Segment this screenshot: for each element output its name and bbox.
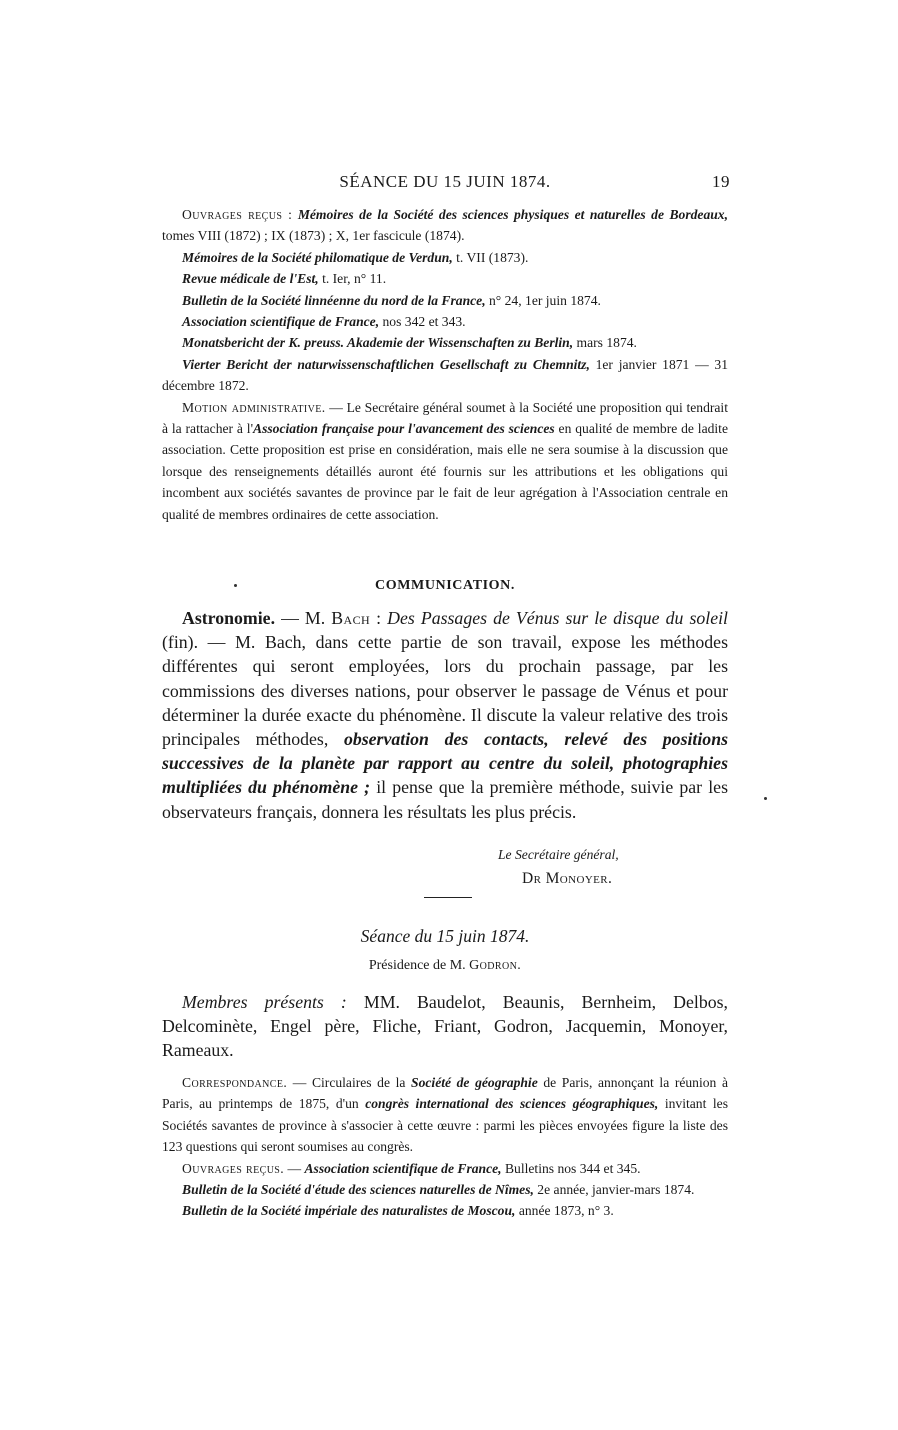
entry-verdun: Mémoires de la Société philomatique de Verdun, t. VII (1873).: [182, 249, 529, 265]
presidence-line: Présidence de M. Godron.: [368, 958, 522, 973]
entry-monatsbericht: Monatsbericht der K. preuss. Akademie der Wissenschaften zu Berlin, mars 1874.: [182, 335, 637, 351]
ink-speck: [234, 584, 237, 587]
entry-association-scientifique: Association scientifique de France, nos 342 et 343.: [182, 314, 466, 330]
correspondence-block: [162, 1072, 728, 1222]
communication-body: [162, 606, 728, 824]
signature-name: Dr Monoyer.: [522, 870, 613, 887]
entry-bordeaux: Ouvrages reçus : Mémoires de la Société des sciences physiques et naturelles de Bordeaux, tomes VIII (1872) ; IX (1873) ; X, 1er fascicule (1874).: [162, 207, 728, 244]
received-bulletins: Ouvrages reçus. — Association scientifique de France, Bulletins nos 344 et 345.: [182, 1160, 641, 1176]
section-divider: [424, 897, 472, 898]
page-number: 19: [712, 172, 730, 191]
signature-role: Le Secrétaire général,: [498, 847, 619, 862]
running-header: [160, 172, 730, 196]
received-works-block: [162, 204, 728, 525]
entry-nimes: Bulletin de la Société d'étude des sciences naturelles de Nîmes, 2e année, janvier-mars 1874.: [182, 1182, 695, 1198]
entry-revue-medicale: Revue médicale de l'Est, t. Ier, n° 11.: [182, 271, 387, 287]
running-title: SÉANCE DU 15 JUIN 1874.: [339, 172, 551, 191]
correspondence-paragraph: Correspondance. — Circulaires de la Société de géographie de Paris, annonçant la réunion à Paris, au printemps de 1875, d'un congrès international des sciences géographiques, invitant les Sociétés savantes de province à s'associer à cette œuvre : parmi les pièces envoyées figure la liste des 123 questions qui seront soumises au congrès.: [162, 1075, 728, 1155]
entry-moscou: Bulletin de la Société impériale des naturalistes de Moscou, année 1873, n° 3.: [182, 1203, 614, 1219]
entry-vierter-bericht: Vierter Bericht der naturwissenschaftlichen Gesellschaft zu Chemnitz, 1er janvier 1871 — 31 décembre 1872.: [162, 356, 728, 394]
communication-heading: COMMUNICATION.: [375, 578, 515, 593]
members-present: Membres présents : MM. Baudelot, Beaunis, Bernheim, Delbos, Delcominète, Engel père, Fliche, Friant, Godron, Jacquemin, Monoyer, Rameaux.: [162, 992, 728, 1061]
entry-linneenne: Bulletin de la Société linnéenne du nord de la France, n° 24, 1er juin 1874.: [182, 292, 601, 308]
motion-administrative: Motion administrative. — Le Secrétaire général soumet à la Société une proposition qui tendrait à la rattacher à l'Association française pour l'avancement des sciences en qualité de membre de ladite association. Cette proposition est prise en considération, mais elle ne sera soumise à la discussion que lorsque des renseignements détaillés auront été fournis sur les attributions et les obligations qui incombent aux sociétés savantes de province par le fait de leur agrégation à l'Association centrale en qualité de membres ordinaires de cette association.: [162, 399, 728, 522]
session-title: Séance du 15 juin 1874.: [360, 926, 530, 946]
astronomy-paragraph: Astronomie. — M. Bach : Des Passages de Vénus sur le disque du soleil (fin). — M. Bach, dans cette partie de son travail, expose les méthodes différentes qui seront employées, lors du prochain passage, par les commissions des diverses nations, pour observer le passage de Vénus et pour déterminer la durée exacte du phénomène. Il discute la valeur relative des trois principales méthodes, observation des contacts, relevé des positions successives de la planète par rapport au centre du soleil, photographies multipliées du phénomène ; il pense que la première méthode, suivie par les observateurs français, donnera les résultats les plus précis.: [162, 608, 729, 822]
ink-speck: [764, 797, 767, 800]
